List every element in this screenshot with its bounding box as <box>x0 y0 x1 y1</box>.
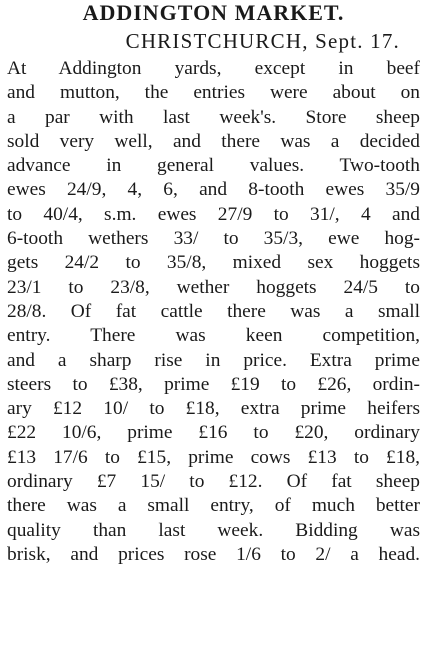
article-line: a par with last week's. Store sheep <box>7 106 420 128</box>
article-line: £13 17/6 to £15, prime cows £13 to £18, <box>7 446 420 468</box>
article-line: entry. There was keen competition, <box>7 325 420 347</box>
article-line: ewes 24/9, 4, 6, and 8-tooth ewes 35/9 <box>7 179 420 201</box>
article-body <box>7 57 420 567</box>
article-line: and a sharp rise in price. Extra prime <box>7 349 420 371</box>
article-line: £22 10/6, prime £16 to £20, ordinary <box>7 422 420 444</box>
article-line: gets 24/2 to 35/8, mixed sex hoggets <box>7 252 420 274</box>
article-line: there was a small entry, of much better <box>7 495 420 517</box>
article-line: advance in general values. Two-tooth <box>7 155 420 177</box>
article-line: ary £12 10/ to £18, extra prime heifers <box>7 398 420 420</box>
article-line: ordinary £7 15/ to £12. Of fat sheep <box>7 471 420 493</box>
article-line: sold very well, and there was a decided <box>7 130 420 152</box>
article-line: 23/1 to 23/8, wether hoggets 24/5 to <box>7 276 420 298</box>
article-line: quality than last week. Bidding was <box>7 519 420 541</box>
article-headline: ADDINGTON MARKET. <box>82 0 345 25</box>
article-line: and mutton, the entries were about on <box>7 82 420 104</box>
article-line: brisk, and prices rose 1/6 to 2/ a head. <box>7 543 420 565</box>
article-line: 28/8. Of fat cattle there was a small <box>7 300 420 322</box>
article-line: At Addington yards, except in beef <box>7 58 420 79</box>
article-dateline: CHRISTCHURCH, Sept. 17. <box>125 29 400 53</box>
article-line: to 40/4, s.m. ewes 27/9 to 31/, 4 and <box>7 203 420 225</box>
article-line: steers to £38, prime £19 to £26, ordin- <box>7 373 420 395</box>
article-line: 6-tooth wethers 33/ to 35/3, ewe hog- <box>7 228 420 250</box>
